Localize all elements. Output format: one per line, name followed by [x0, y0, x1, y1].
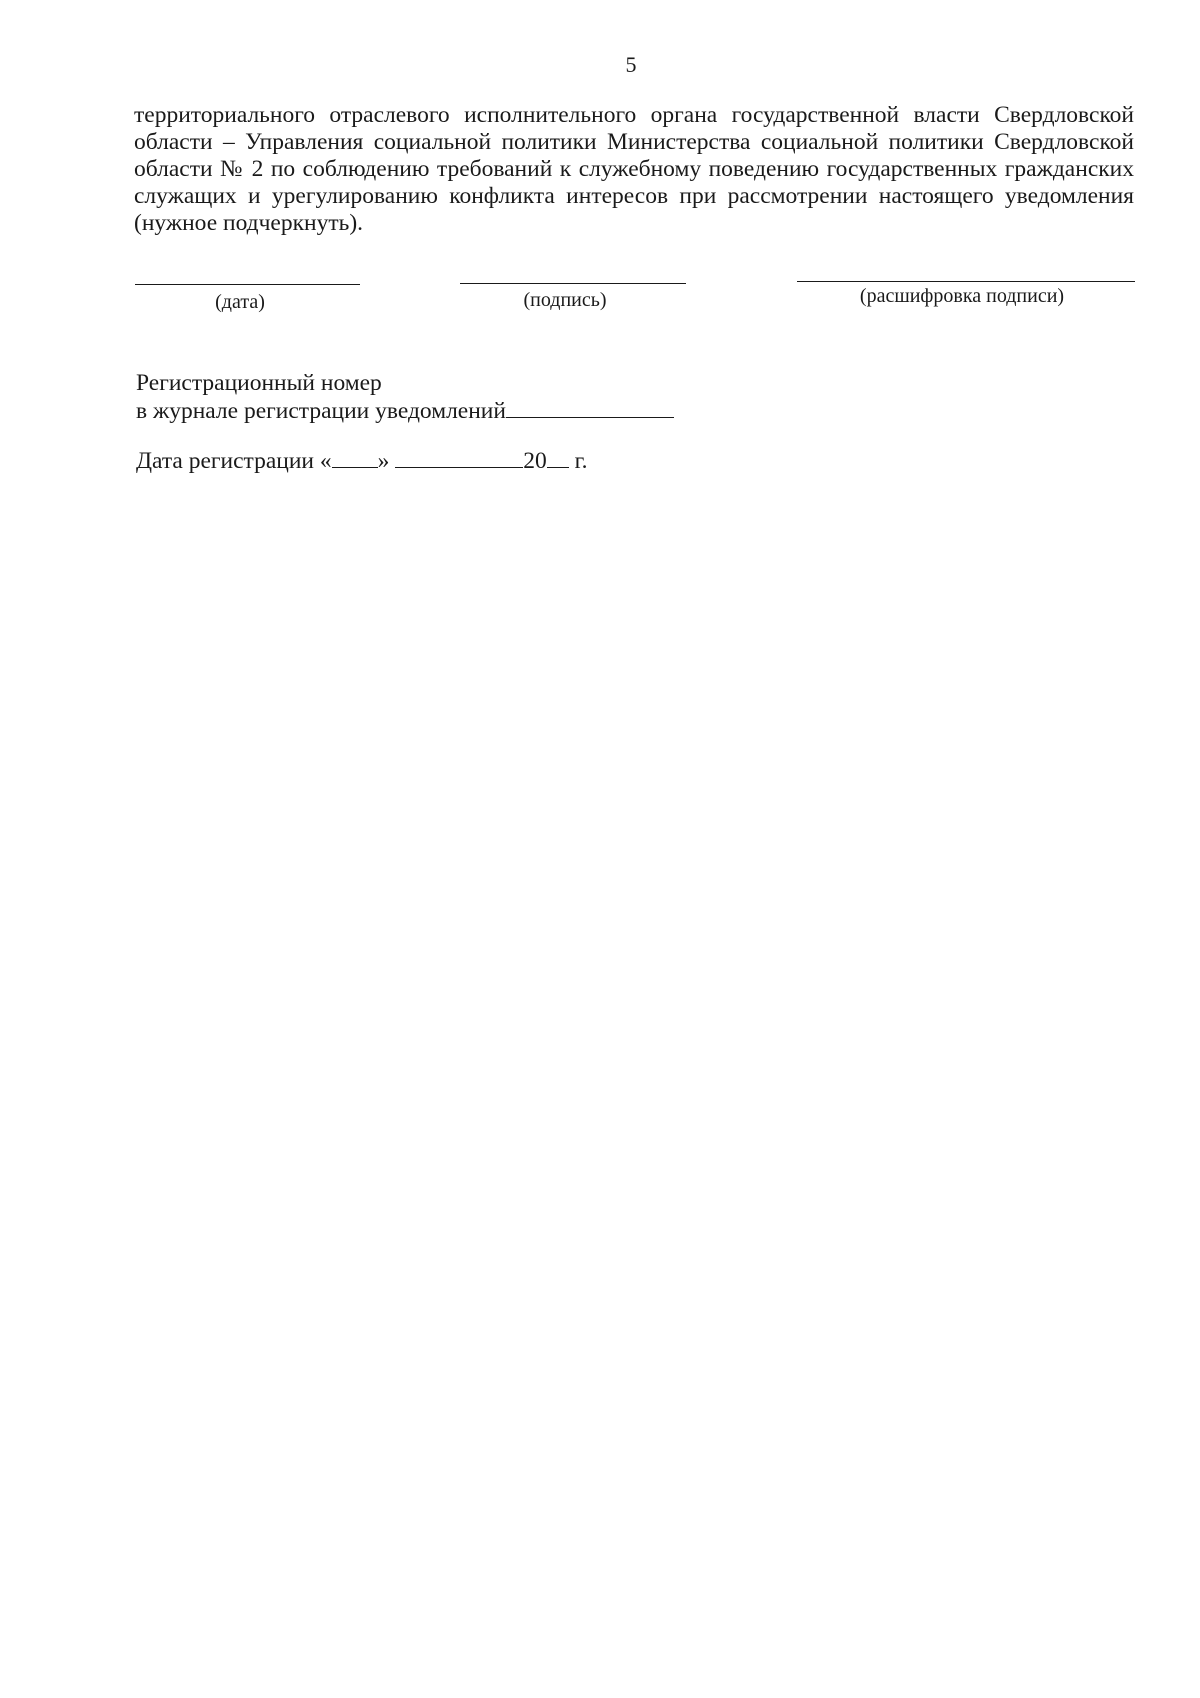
- registration-number-blank: [506, 397, 674, 418]
- registration-journal-row: [136, 397, 674, 425]
- registration-number-label: Регистрационный номер: [136, 370, 382, 396]
- body-paragraph: территориального отраслевого исполнительного органа государственной власти Свердловской области – Управления социальной политики Министерства социальной политики Свердловской области № 2 по соблюдению требований к служебному поведению государственных гражданских служащих и урегулированию конфликта интересов при рассмотрении настоящего уведомления (нужное подчеркнуть).: [134, 102, 1134, 236]
- signature-decryption-line: [797, 281, 1135, 282]
- registration-date-row: [136, 447, 588, 475]
- signature-decryption-caption: (расшифровка подписи): [859, 285, 1065, 307]
- registration-date-close-quote: »: [377, 448, 390, 474]
- registration-journal-label: в журнале регистрации уведомлений: [136, 398, 506, 424]
- date-signature-line: [135, 284, 360, 285]
- signature-caption: (подпись): [523, 289, 607, 311]
- registration-year-blank: [547, 447, 569, 468]
- registration-day-blank: [332, 447, 378, 468]
- registration-month-blank: [395, 447, 523, 468]
- page-number: 5: [625, 52, 637, 77]
- registration-year-suffix: г.: [574, 448, 588, 474]
- registration-number-block: [136, 370, 674, 425]
- date-caption: (дата): [215, 291, 265, 313]
- signature-line: [460, 283, 686, 284]
- registration-year-prefix: 20: [523, 448, 547, 474]
- registration-date-label: Дата регистрации «: [136, 448, 332, 474]
